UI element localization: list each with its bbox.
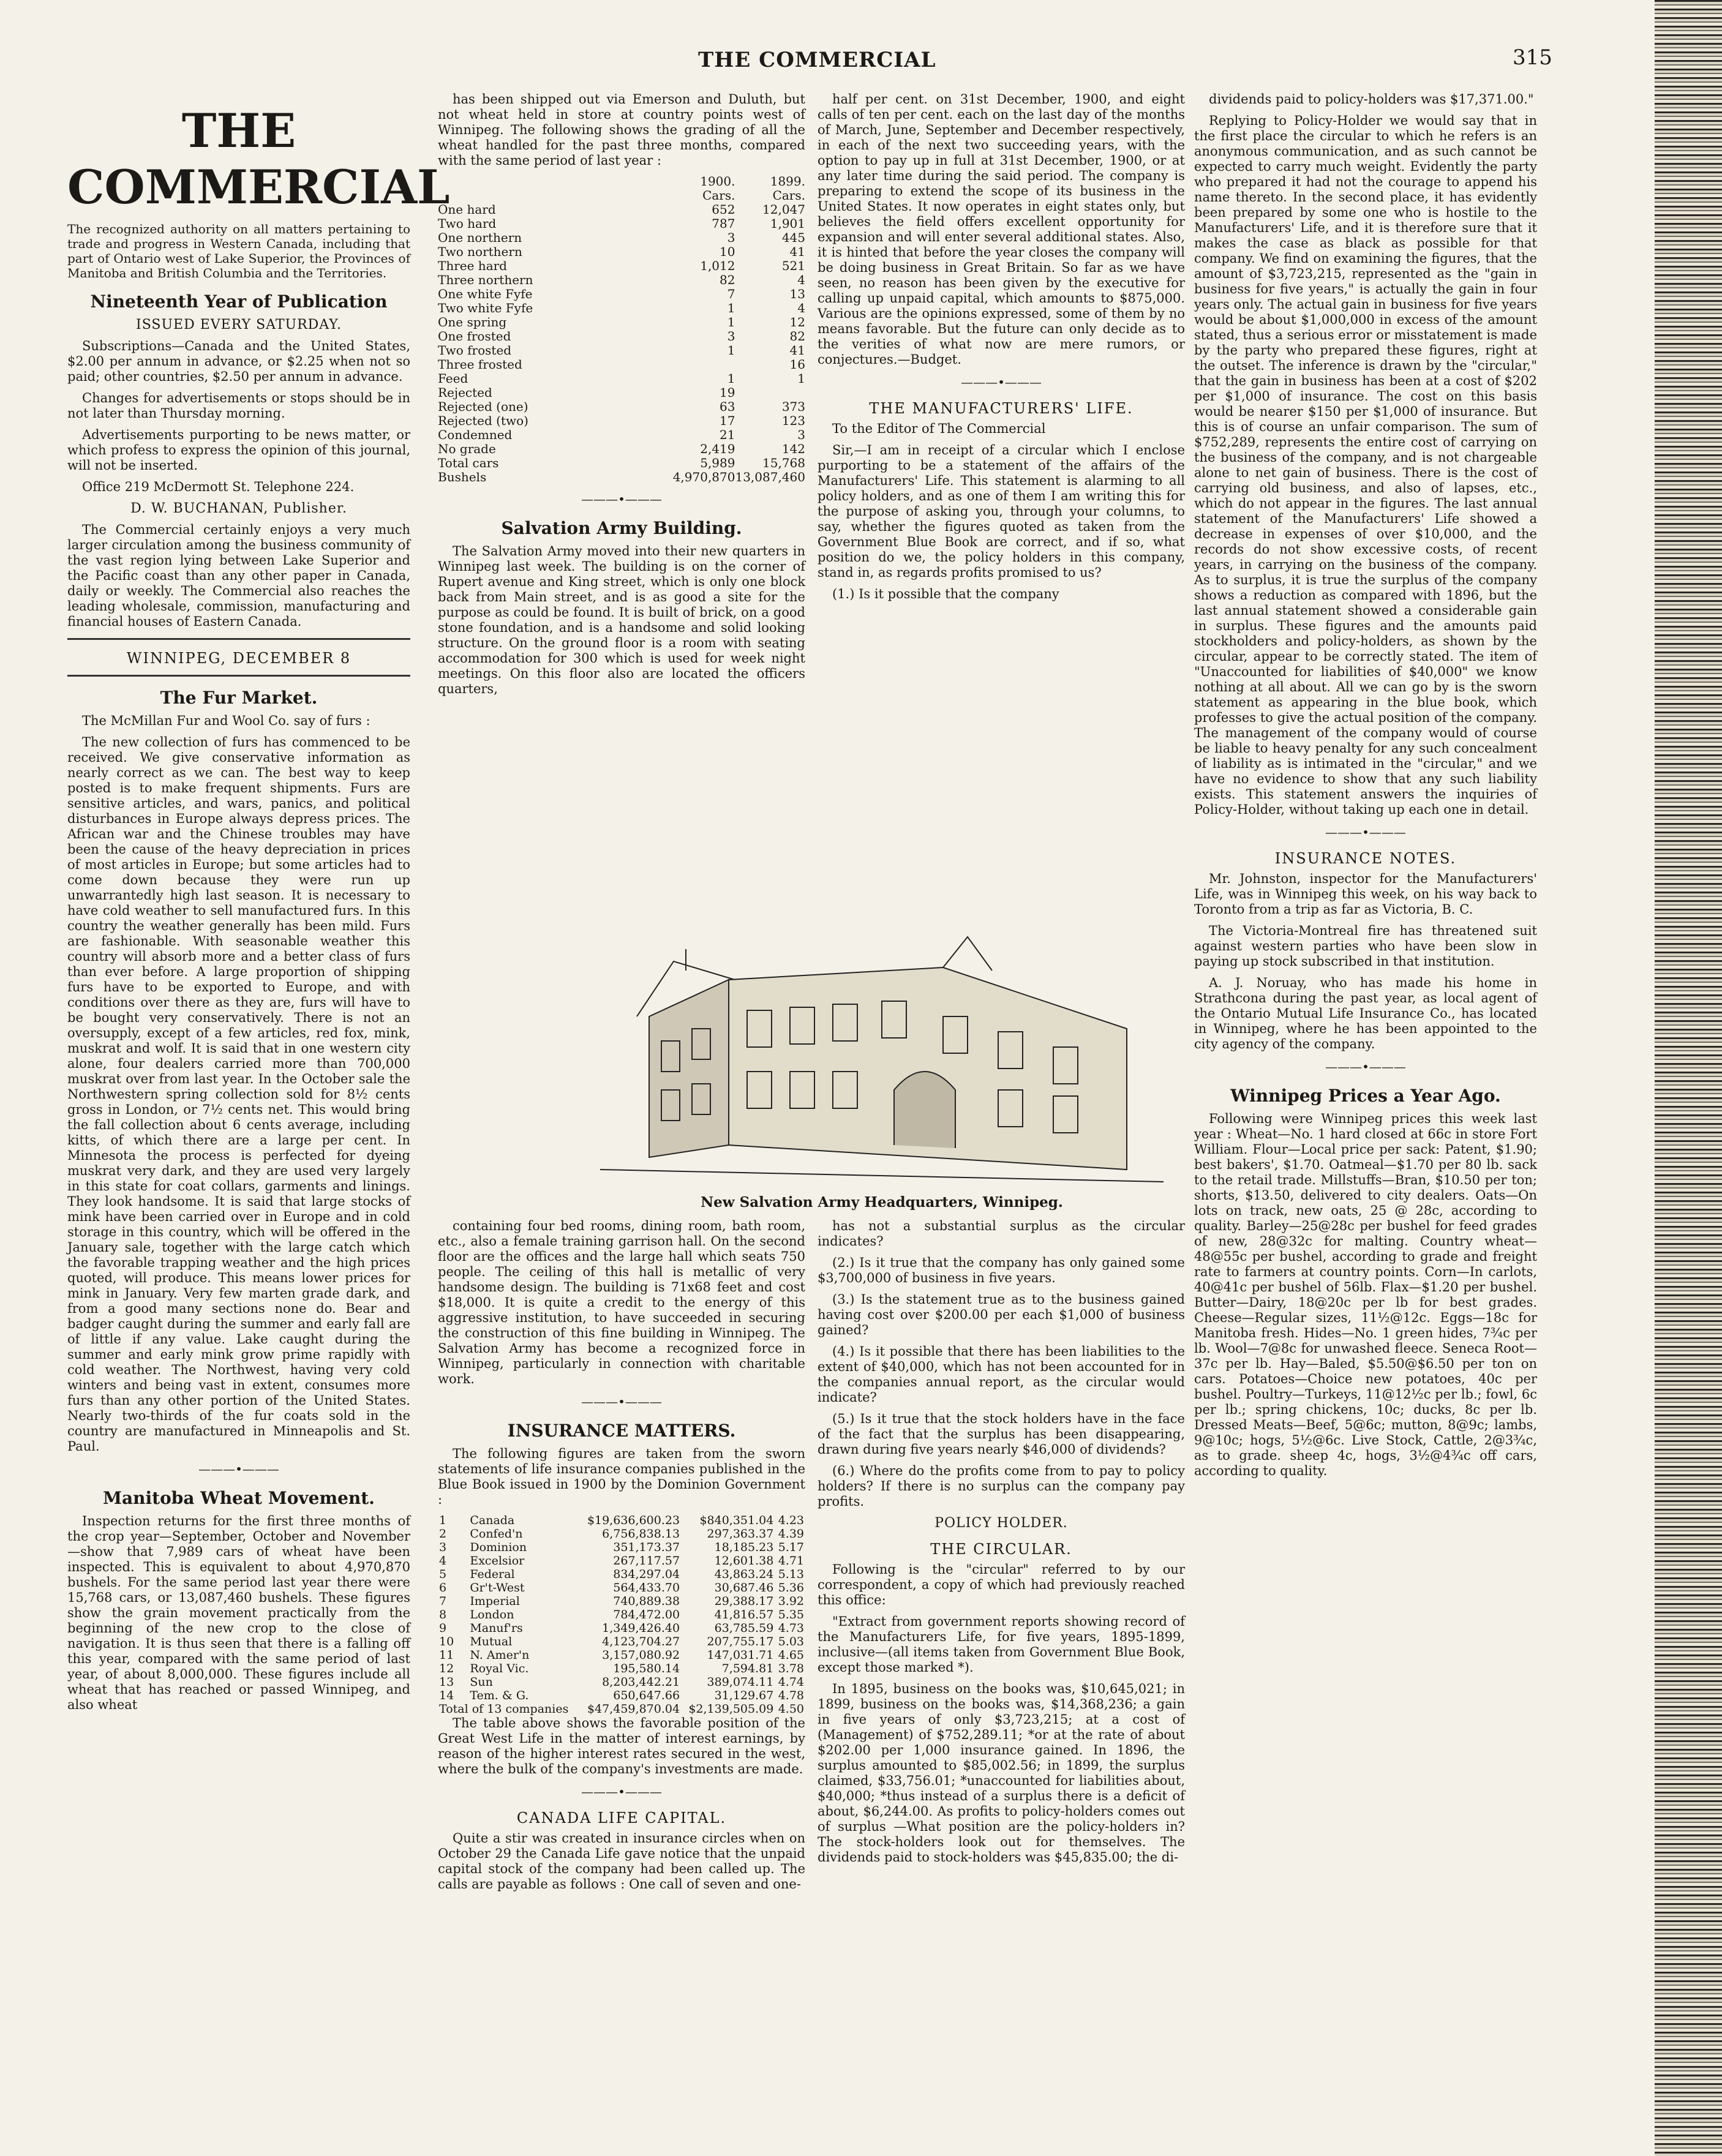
canada-life-body: Quite a stir was created in insurance circles when on October 29 the Canada Life gave notice that the unpaid capital stock of the company had been called up. The calls are payable as follows : One call of seven and one- (438, 1831, 805, 1891)
grading-table (438, 175, 805, 484)
table-total-row: Total of 13 companies $47,459,870.04 $2,139,505.09 4.50 (439, 1702, 804, 1716)
table-row: 11 N. Amer'n 3,157,080.92 147,031.71 4.65 (439, 1648, 804, 1662)
salvation-body: The Salvation Army moved into their new quarters in Winnipeg last week. The building is on the corner of Rupert avenue and King street, which is only one block back from Main street, and is as good a site for the purpose as could be found. It is built of brick, on a good stone foundation, and is a handsome and solid looking structure. On the ground floor is a room with seating accommodation for 300 which is used for week night meetings. On this floor also are located the officers quarters, (438, 544, 805, 696)
prices-body: Following were Winnipeg prices this week last year : Wheat—No. 1 hard closed at 66c in store Fort William. Flour—Local price per sack: Patent, $1.90; best bakers', $1.70. Oatmeal—$1.70 per 80 lb. sack to the retail trade. Millstuffs—Bran, $10.50 per ton; shorts, $13.50, delivered to city dealers. Oats—On lots on track, new oats, 25 @ 28c, according to quality. Barley—25@28c per bushel for feed grades of new, 28@32c for malting. Country wheat—48@55c per bushel, according to grade and freight rate to farmers at country points. Corn—In carlots, 40@41c per bushel of 56lb. Flax—$1.20 per bushel. Butter—Dairy, 18@20c per lb for best grades. Cheese—Regular sizes, 11½@12c. Eggs—18c for Manitoba fresh. Hides—No. 1 green hides, 7¾c per lb. Wool—7@8c for unwashed fleece. Seneca Root—37c per lb. Hay—Baled, $5.50@$6.50 per ton on cars. Potatoes—Choice new potatoes, 40c per bushel. Poultry—Turkeys, 11@12½c per lb.; fowl, 6c per lb.; spring chickens, 10c; ducks, 8c per lb. Dressed Meats—Beef, 5@6c; mutton, 8@9c; lambs, 9@10c; hogs, 5½@6c. Live Stock, Cattle, 2@3¾c, as to grade. sheep 4c, hogs, 3½@4¾c off cars, according to quality. (1194, 1111, 1537, 1478)
table-header: 1900. Cars. 1899. Cars. (700, 174, 805, 203)
insurance-notes-heading: INSURANCE NOTES. (1274, 850, 1457, 867)
table-row: Two frosted 1 41 (438, 343, 805, 358)
table-row: 6 Gr't-West 564,433.70 30,687.46 5.36 (439, 1581, 804, 1594)
table-row: One hard 652 12,047 (438, 202, 805, 217)
wheat-heading: Manitoba Wheat Movement. (103, 1488, 375, 1508)
canada-life-heading: CANADA LIFE CAPITAL. (516, 1809, 727, 1827)
question-3: (3.) Is the statement true as to the business gained having cost over $200.00 per each $1,000 of business gained? (818, 1292, 1185, 1337)
question-6: (6.) Where do the profits come from to pay to policy holders? If there is no surplus can the company pay profits. (818, 1463, 1185, 1509)
ornament: ———•——— (198, 1462, 279, 1476)
column-2 (438, 92, 805, 703)
prices-heading: Winnipeg Prices a Year Ago. (1230, 1086, 1501, 1106)
table-row: One northern 3 445 (438, 230, 805, 245)
question-4: (4.) Is it possible that there has been liabilities to the extent of $40,000, which has not been accounted for in the companies annual report, as the circular would indicate? (818, 1344, 1185, 1405)
question-1: (1.) Is it possible that the company (832, 587, 1059, 601)
table-row: Rejected (two) 17 123 (438, 413, 805, 428)
lower-column-3 (818, 1219, 1185, 1871)
insurance-intro: The following figures are taken from the sworn statements of life insurance companies published in the Blue Book issued in 1900 by the Dominion Government : (438, 1446, 805, 1507)
editor-salutation: To the Editor of The Commercial (832, 421, 1046, 436)
masthead-title: THE COMMERCIAL (67, 103, 450, 214)
table-row: 8 London 784,472.00 41,816.57 5.35 (439, 1608, 804, 1621)
table-row: One white Fyfe 7 13 (438, 287, 805, 301)
table-row: Two hard 787 1,901 (438, 216, 805, 231)
salvation-heading: Salvation Army Building. (501, 518, 742, 538)
table-row: 9 Manuf'rs 1,349,426.40 63,785.59 4.73 (439, 1621, 804, 1635)
question-5: (5.) Is it true that the stock holders have in the face of the fact that the surplus has been disappearing, drawn during five years nearly $46,000 of dividends? (818, 1411, 1185, 1457)
table-total-row: Bushels 4,970,870 13,087,460 (438, 470, 805, 484)
ornament: ———•——— (1325, 1059, 1406, 1074)
lower-column-2 (438, 1219, 805, 1898)
table-row: 5 Federal 834,297.04 43,863.24 5.13 (439, 1568, 804, 1581)
table-row: 1 Canada $19,636,600.23 $840,351.04 4.23 (439, 1514, 804, 1527)
divider (67, 638, 410, 640)
circular-figures: In 1895, business on the books was, $10,645,021; in 1899, business on the books was, $14,368,236; a gain in five years of only $3,723,215; at a cost of (Management) of $752,289.11; *or at the rate of about $202.00 per 1,000 insurance gained. In 1896, the surplus amounted to $85,002.56; in 1899, the surplus claimed, $33,756.01; *unaccounted for liabilities about, $40,000; *thus instead of a surplus there is a deficit of about, $6,244.00. As profits to policy-holders comes out of surplus —What position are the policy-holders in? The stock-holders look out for themselves. The dividends paid to stock-holders was $45,835.00; the di- (818, 1681, 1185, 1865)
table-row: One spring 1 12 (438, 315, 805, 329)
insurance-after: The table above shows the favorable position of the Great West Life in the matter of interest earnings, by reason of the higher interest rates secured in the west, where the bulk of the company's investments are made. (438, 1716, 805, 1776)
dateline: WINNIPEG, DECEMBER 8 (126, 650, 352, 667)
table-row: 4 Excelsior 267,117.57 12,601.38 4.71 (439, 1554, 804, 1568)
circulation-note: The Commercial certainly enjoys a very much larger circulation among the business community of the vast region lying between Lake Superior and the Pacific coast than any other paper in Canada, daily or weekly. The Commercial also reaches the leading wholesale, commission, manufacturing and financial houses of Eastern Canada. (67, 522, 410, 629)
table-row: 7 Imperial 740,889.38 29,388.17 3.92 (439, 1594, 804, 1608)
circular-end: dividends paid to policy-holders was $17,371.00." (1209, 92, 1534, 107)
reply-body: Replying to Policy-Holder we would say that in the first place the circular to which he refers is an anonymous communication, and as such cannot be expected to carry much weight. Evidently the party who prepared it had not the courage to append his name thereto. In the second place, it has evidently been prepared by some one who is hostile to the Manufacturers' Life, and it is therefore sure that it makes the case as black as possible for that company. We find on examining the figures, that the amount of $3,723,215, represented as the "gain in business for five years," is actually the gain in four years only. The actual gain in business for five years would be about $1,000,000 in excess of the amount stated, thus a serious error or misstatement is made by the party who prepared these figures, right at the outset. The inference is drawn by the "circular," that the gain in business has been at a cost of $202 per $1,000 of insurance. The cost on this basis would be nearer $150 per $1,000 of insurance. But this is of course an unfair comparison. The sum of $752,289, represents the entire cost of carrying on the business of the company, and is not chargeable alone to net gain of business. There is the cost of carrying old business, and also of lapses, etc., which do not appear in the figures. The last annual statement of the Manufacturers' Life showed a decrease in expenses of over $10,000, and the records do not show excessive costs, of recent years, in carrying on the business of the company. As to surplus, it is true the surplus of the company shows a reduction as compared with 1896, but the last annual statement showed a considerable gain in surplus. These figures and the amounts paid stockholders and policy-holders, as shown by the circular, appear to be correctly stated. The item of "Unaccounted for liabilities of $40,000" we know nothing at all about. All we can go by is the sworn statement as appearing in the blue book, which professes to give the actual position of the company. The management of the company would of course be liable to heavy penalty for any such concealment of liability as is intimated in the "circular," and we have no evidence to show that any such liability exists. This statement answers the inquiries of Policy-Holder, without taking up each one in detail. (1194, 113, 1537, 817)
salvation-army-building-illustration (576, 925, 1188, 1194)
circular-extract: "Extract from government reports showing record of the Manufacturers Life, for five years, 1895-1899, inclusive—(all items taken from Government Blue Book, except those marked *). (818, 1614, 1185, 1675)
wheat-body: Inspection returns for the first three months of the crop year—September, October and November—show that 7,989 cars of wheat have been inspected. This is equivalent to about 4,970,870 bushels. For the same period last year there were 15,768 cars, or 13,087,460 bushels. These figures show the grain movement practically from the beginning of the new crop to the close of navigation. It is thus seen that there is a falling off this year, compared with the same period of last year, of about 8,000,000. These figures include all wheat that has reached or passed Winnipeg, and also wheat (67, 1514, 410, 1712)
table-row: 14 Tem. & G. 650,647.66 31,129.67 4.78 (439, 1689, 804, 1702)
fur-body: The new collection of furs has commenced to be received. We give conservative information as nearly correct as we can. The best way to keep posted is to make frequent shipments. Furs are sensitive articles, and wars, panics, and political disturbances in Europe always depress prices. The African war and the Chinese troubles may have been the cause of the heavy depreciation in prices of most articles in Europe; but some articles had to come down because they were run up unwarrantedly high last season. It is necessary to have cold weather to sell manufactured furs. In this country the weather generally has been mild. Furs are fashionable. With seasonable weather this country will absorb more and a better class of furs than ever before. A large proportion of shipping furs have to be exported to Europe, and with conditions over there as they are, furs will have to be bought very conservatively. There is not an oversupply, except of a few articles, red fox, mink, muskrat and wolf. It is said that in one western city alone, four dealers carried more than 700,000 muskrat over from last year. In the October sale the Northwestern spring collection sold for 8½ cents gross in London, or 7½ cents net. This would bring the fall collection about 6 cents average, including kitts, of which there are a large per cent. In Minnesota the process is perfected for dyeing muskrat very dark, and they are used very largely in this state for coat collars, garments and linings. They look handsome. It is said that large stocks of mink have been carried over in Europe and in cold storage in this country, which will be offered in the January sale, together with the large catch which the favorable trapping weather and the high prices quoted, will produce. This means lower prices for mink in January. Very few marten grade dark, and from a good many sections none do. Bear and badger caught during the summer and early fall are of little if any value. Lake caught during the summer and early mink grow prime rapidly with cold weather. The Northwest, having very cold winters and being vast in extent, consumes more furs than any other portion of the United States. Nearly two-thirds of the fur coats sold in the country are manufactured in Minneapolis and St. Paul. (67, 735, 410, 1454)
table-row: 13 Sun 8,203,442.21 389,074.11 4.74 (439, 1675, 804, 1689)
masthead-tagline: The recognized authority on all matters pertaining to trade and progress in Western Canada, including that part of Ontario west of Lake Superior, the Provinces of Manitoba and British Columbia and the Territories. (67, 222, 410, 280)
column-4 (1194, 92, 1537, 1485)
fur-intro: The McMillan Fur and Wool Co. say of furs : (82, 713, 370, 728)
divider (67, 675, 410, 677)
letter-body: Sir,—I am in receipt of a circular which I enclose purporting to be a statement of the affairs of the Manufacturers' Life. This statement is alarming to all policy holders, and as one of them I am writing this for the purpose of asking you, through your columns, to say, whether the figures quoted as taken from the Government Blue Book are correct, and if so, what position do we, the policy holders in this company, stand in, as regards profits promised to us? (818, 443, 1185, 580)
illustration-caption: New Salvation Army Headquarters, Winnipeg. (701, 1194, 1063, 1211)
scan-edge (1655, 0, 1722, 2156)
note-3: A. J. Noruay, who has made his home in Strathcona during the past year, as local agent of the Ontario Mutual Life Insurance Co., has located in Winnipeg, where he has been appointed to the city agency of the company. (1194, 975, 1537, 1051)
table-row: No grade 2,419 142 (438, 441, 805, 456)
table-row: Rejected (one) 63 373 (438, 399, 805, 414)
table-row: Condemned 21 3 (438, 427, 805, 442)
ornament: ———•——— (581, 492, 662, 506)
issued-note: ISSUED EVERY SATURDAY. (136, 317, 342, 332)
office-note: Office 219 McDermott St. Telephone 224. (82, 479, 355, 494)
insurance-matters-heading: INSURANCE MATTERS. (507, 1421, 736, 1441)
column-3 (818, 92, 1185, 608)
publication-year: Nineteenth Year of Publication (90, 291, 388, 312)
table-row: Two northern 10 41 (438, 244, 805, 259)
table-row: 12 Royal Vic. 195,580.14 7,594.81 3.78 (439, 1662, 804, 1675)
page-number: 315 (1513, 45, 1552, 70)
circular-intro: Following is the "circular" referred to by our correspondent, a copy of which had previously reached this office: (818, 1562, 1185, 1607)
question-2: (2.) Is it true that the company has only gained some $3,700,000 of business in five years. (818, 1255, 1185, 1285)
table-row: 3 Dominion 351,173.37 18,185.23 5.17 (439, 1541, 804, 1554)
note-1: Mr. Johnston, inspector for the Manufacturers' Life, was in Winnipeg this week, on his way back to Toronto from a trip as far as Victoria, B. C. (1194, 871, 1537, 917)
running-head: THE COMMERCIAL (698, 48, 936, 72)
table-row: Two white Fyfe 1 4 (438, 301, 805, 315)
publisher: D. W. BUCHANAN, Publisher. (130, 501, 347, 516)
changes-note: Changes for advertisements or stops should be in not later than Thursday morning. (67, 391, 410, 421)
grading-intro: has been shipped out via Emerson and Duluth, but not wheat held in store at country points west of Winnipeg. The following shows the grading of all the wheat handled for the past three months, compared with the same period of last year : (438, 92, 805, 168)
table-row: One frosted 3 82 (438, 329, 805, 344)
ornament: ———•——— (581, 1784, 662, 1799)
table-total-row: Total cars 5,989 15,768 (438, 456, 805, 470)
ornament: ———•——— (581, 1394, 662, 1409)
manufacturers-heading: THE MANUFACTURERS' LIFE. (869, 400, 1134, 417)
circular-heading: THE CIRCULAR. (930, 1541, 1072, 1558)
fur-market-heading: The Fur Market. (160, 688, 318, 708)
subscription-note: Subscriptions—Canada and the United States, $2.00 per annum in advance, or $2.25 when not so paid; other countries, $2.50 per annum in advance. (67, 339, 410, 384)
signature: POLICY HOLDER. (934, 1516, 1068, 1531)
ads-note: Advertisements purporting to be news matter, or which profess to express the opinion of this journal, will not be inserted. (67, 427, 410, 473)
table-row: Rejected 19 (438, 385, 735, 400)
table-row: Three frosted 16 (438, 357, 805, 372)
column-1 (67, 92, 450, 1719)
table-row: Three hard 1,012 521 (438, 258, 805, 273)
table-row: 2 Confed'n 6,756,838.13 297,363.37 4.39 (439, 1527, 804, 1541)
table-row: Three northern 82 4 (438, 272, 805, 287)
salvation-continued: containing four bed rooms, dining room, bath room, etc., also a female training garrison hall. On the second floor are the offices and the large hall which seats 750 people. The ceiling of this hall is metallic of very handsome design. The building is 71x68 feet and cost $18,000. It is quite a credit to the energy of this aggressive institution, to have succeeded in securing the construction of this fine building in Winnipeg. The Salvation Army has become a recognized force in Winnipeg, particularly in connection with charitable work. (438, 1219, 805, 1386)
ornament: ———•——— (961, 375, 1042, 389)
ornament: ———•——— (1325, 825, 1406, 839)
canada-life-continued: half per cent. on 31st December, 1900, and eight calls of ten per cent. each on the last day of the months of March, June, September and December respectively, in each of the next two succeeding years, with the option to pay up in full at 31st December, 1900, or at any later time during the said period. The company is preparing to extend the scope of its business in the United States. It now operates in eight states only, but believes the field offers excellent opportunity for expansion and will enter several additional states. Also, it is hinted that before the year closes the company will be doing business in Great Britain. So far as we have seen, no reason has been given by the executive for calling up unpaid capital, which amounts to $875,000. Various are the opinions expressed, some of them by no means favorable. But the future can only decide as to the verities of what now are mere rumors, or conjectures.—Budget. (818, 92, 1185, 367)
table-row: Feed 1 1 (438, 371, 805, 386)
question-1-continued: has not a substantial surplus as the circular indicates? (818, 1219, 1185, 1249)
note-2: The Victoria-Montreal fire has threatened suit against western parties who have been slow in paying up stock subscribed in that institution. (1194, 923, 1537, 969)
table-row: 10 Mutual 4,123,704.27 207,755.17 5.03 (439, 1635, 804, 1648)
insurance-table (438, 1514, 805, 1716)
